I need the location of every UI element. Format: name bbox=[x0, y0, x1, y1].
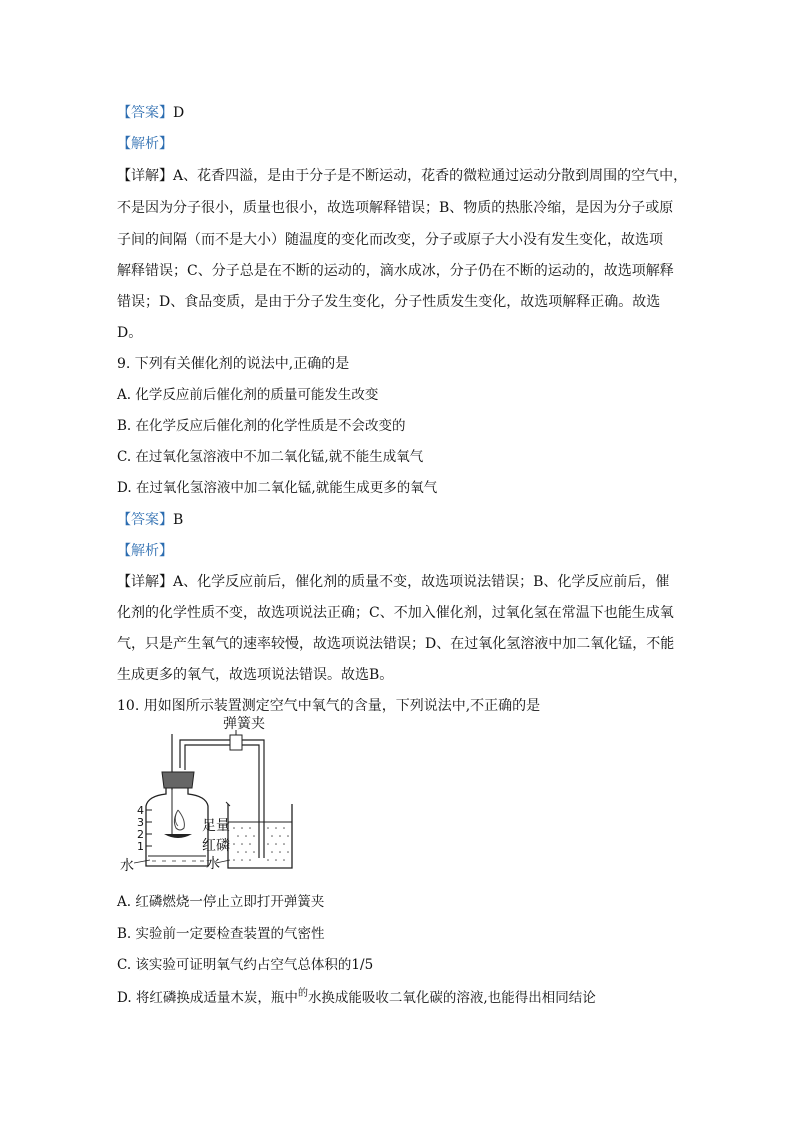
phosphorus-label-1: 足量 bbox=[202, 818, 230, 834]
option-d-prefix: D. 将红磷换成适量木炭，瓶中 bbox=[117, 990, 298, 1006]
scale-1: 1 bbox=[137, 840, 144, 853]
scale-2: 2 bbox=[137, 828, 144, 841]
q10-stem: 10. 用如图所示装置测定空气中氧气的含量，下列说法中,不正确的是 bbox=[117, 698, 541, 714]
q10-option-d bbox=[117, 988, 596, 1010]
q10-option-a: A. 红磷燃烧一停止立即打开弹簧夹 bbox=[117, 894, 325, 910]
q9-option-b: B. 在化学反应后催化剂的化学性质是不会改变的 bbox=[117, 418, 406, 434]
q10-option-b: B. 实验前一定要检查装置的气密性 bbox=[117, 926, 325, 942]
q8-detail-line-4: 解释错误；C、分子总是在不断的运动的，滴水成冰，分子仍在不断的运动的，故选项解释 bbox=[117, 263, 674, 279]
apparatus-figure bbox=[112, 716, 302, 876]
q8-detail-line-3: 子间的间隔（而不是大小）随温度的变化而改变，分子或原子大小没有发生变化，故选项 bbox=[117, 232, 663, 248]
q9-detail-line-3: 气，只是产生氧气的速率较慢，故选项说法错误；D、在过氧化氢溶液中加二氧化锰，不能 bbox=[117, 636, 675, 652]
q8-detail-line-6: D。 bbox=[117, 325, 143, 341]
q8-detail-line-2: 不是因为分子很小，质量也很小，故选项解释错误；B、物质的热胀冷缩，是因为分子或原 bbox=[117, 200, 674, 216]
q9-option-d: D. 在过氧化氢溶液中加二氧化锰,就能生成更多的氧气 bbox=[117, 480, 438, 496]
detail-text: A、化学反应前后，催化剂的质量不变，故选项说法错误；B、化学反应前后，催 bbox=[173, 574, 670, 590]
q10-option-c: C. 该实验可证明氧气约占空气总体积的1/5 bbox=[117, 957, 374, 973]
q9-option-c: C. 在过氧化氢溶液中不加二氧化锰,就不能生成氧气 bbox=[117, 449, 424, 465]
clamp-label: 弹簧夹 bbox=[223, 716, 265, 732]
q9-analysis-label: 【解析】 bbox=[117, 543, 173, 559]
q8-answer bbox=[117, 103, 184, 123]
scale-3: 3 bbox=[137, 816, 144, 829]
water-label-right: 水 bbox=[206, 856, 220, 872]
answer-value: B bbox=[173, 512, 184, 528]
q8-detail-line-1 bbox=[117, 166, 687, 186]
phosphorus-label-2: 红磷 bbox=[202, 838, 230, 854]
answer-label: 【答案】 bbox=[117, 512, 173, 528]
answer-value: D bbox=[173, 105, 185, 121]
detail-text: A、花香四溢，是由于分子是不断运动，花香的微粒通过运动分散到周围的空气中， bbox=[173, 168, 688, 184]
option-d-suffix: 水换成能吸收二氧化碳的溶液,也能得出相同结论 bbox=[307, 990, 596, 1006]
detail-label: 【详解】 bbox=[117, 574, 173, 590]
q8-detail-line-5: 错误；D、食品变质，是由于分子发生变化，分子性质发生变化，故选项解释正确。故选 bbox=[117, 294, 661, 310]
detail-label: 【详解】 bbox=[117, 168, 173, 184]
q9-stem: 9. 下列有关催化剂的说法中,正确的是 bbox=[117, 356, 350, 372]
q9-option-a: A. 化学反应前后催化剂的质量可能发生改变 bbox=[117, 387, 379, 403]
water-label-left: 水 bbox=[120, 858, 134, 874]
answer-label: 【答案】 bbox=[117, 105, 173, 121]
scale-4: 4 bbox=[137, 804, 144, 817]
q9-answer bbox=[117, 510, 183, 530]
q9-detail-line-1 bbox=[117, 572, 669, 592]
q9-detail-line-4: 生成更多的氧气，故选项说法错误。故选B。 bbox=[117, 667, 394, 683]
q9-detail-line-2: 化剂的化学性质不变，故选项说法正确；C、不加入催化剂，过氧化氢在常温下也能生成氧 bbox=[117, 605, 674, 621]
q8-analysis-label: 【解析】 bbox=[117, 136, 173, 152]
option-d-superscript: 的 bbox=[297, 988, 308, 999]
